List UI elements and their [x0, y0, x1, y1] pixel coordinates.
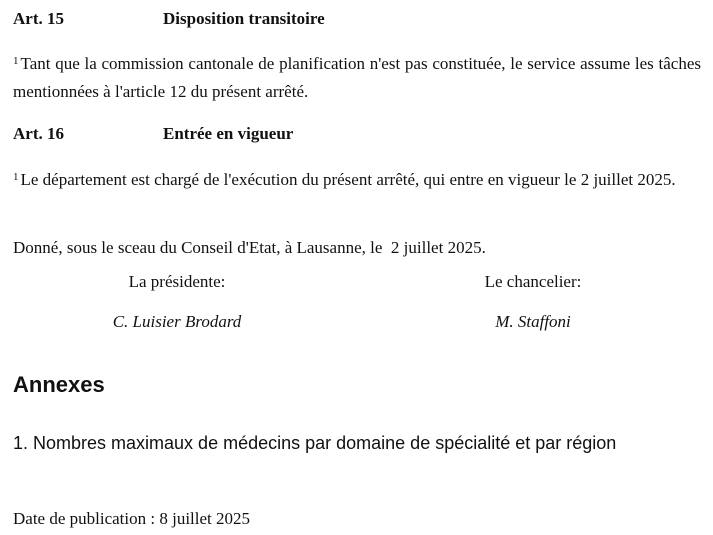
article-number: Art. 15	[13, 9, 64, 28]
paragraph-marker: 1	[13, 55, 19, 67]
given-statement: Donné, sous le sceau du Conseil d'Etat, à Lausanne, le 2 juillet 2025.	[13, 238, 486, 257]
article-15-paragraph	[13, 50, 701, 106]
article-title: Entrée en vigueur	[163, 124, 294, 143]
signature-role-left: La présidente:	[128, 272, 226, 291]
signature-name-right: M. Staffoni	[495, 312, 571, 331]
signature-name-left: C. Luisier Brodard	[112, 312, 242, 331]
signature-role-right: Le chancelier:	[484, 272, 582, 291]
annexes-heading: Annexes	[13, 372, 105, 397]
paragraph-text: Le département est chargé de l'exécution du présent arrêté, qui entre en vigueur le 2 juillet 2025.	[20, 170, 676, 189]
publication-date: Date de publication : 8 juillet 2025	[13, 509, 251, 528]
article-title: Disposition transitoire	[163, 9, 325, 28]
paragraph-marker: 1	[13, 171, 19, 183]
article-16-paragraph	[13, 166, 701, 194]
article-number: Art. 16	[13, 124, 64, 143]
annex-link-1[interactable]: 1. Nombres maximaux de médecins par domaine de spécialité et par région	[13, 433, 617, 453]
paragraph-text: Tant que la commission cantonale de planification n'est pas constituée, le service assume les tâches mentionnées à l'article 12 du présent arrêté.	[13, 54, 701, 101]
